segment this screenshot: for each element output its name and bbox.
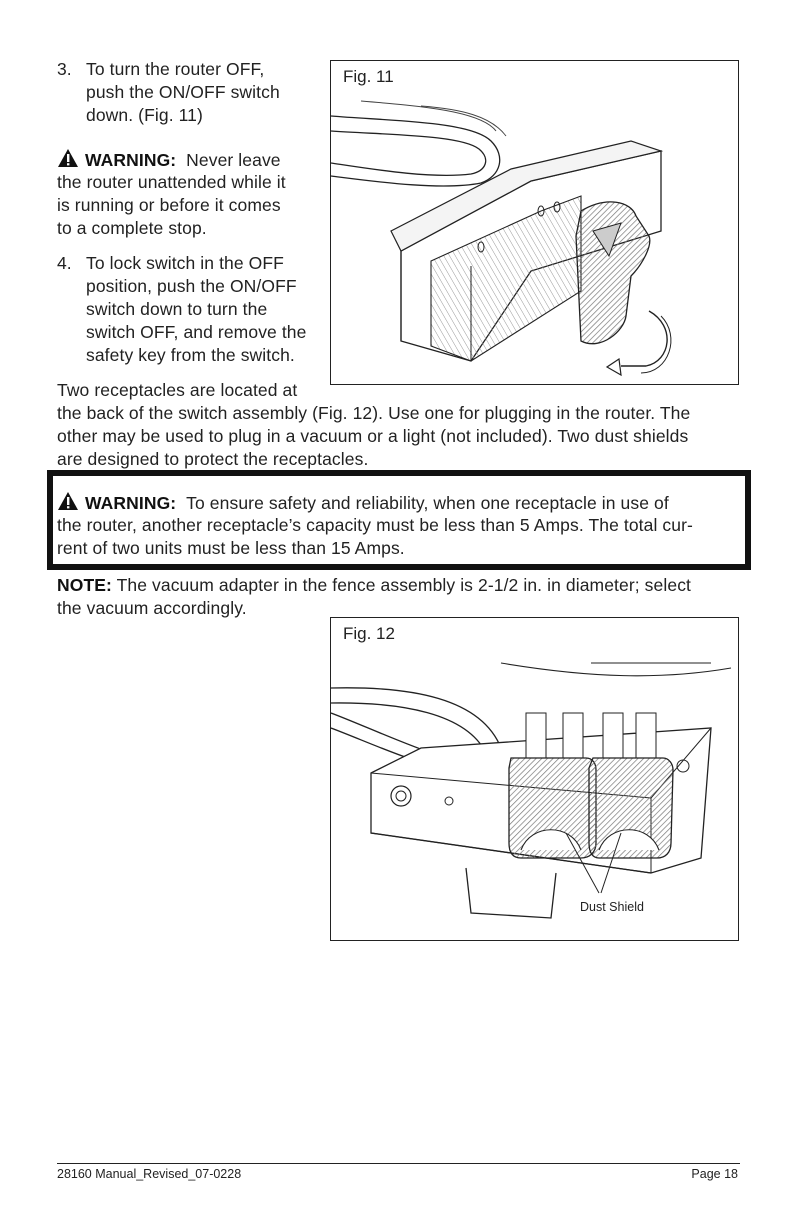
warning-2-text-start: To ensure safety and reliability, when one receptacle in use of [186, 493, 669, 513]
footer-rule [57, 1163, 740, 1164]
warning-1-label: WARNING: [85, 150, 177, 170]
warning-1-line-2: the router unattended while it [57, 172, 286, 192]
dust-shield-callout: Dust Shield [580, 900, 644, 914]
step-4-line-5: safety key from the switch. [86, 345, 295, 365]
warning-2-line-3: rent of two units must be less than 15 Amps. [57, 538, 405, 558]
warning-2-heading [57, 491, 669, 516]
warning-1-text-start: Never leave [186, 150, 281, 170]
step-3-line-3: down. (Fig. 11) [86, 105, 203, 125]
router-switch-illustration [331, 61, 737, 383]
step-3-number: 3. [57, 59, 72, 79]
warning-triangle-icon [57, 491, 79, 511]
step-4-line-3: switch down to turn the [86, 299, 268, 319]
receptacles-line-1: Two receptacles are located at [57, 380, 298, 400]
figure-12-label: Fig. 12 [343, 624, 395, 643]
warning-2-label: WARNING: [85, 493, 177, 513]
note-text-start: The vacuum adapter in the fence assembly is 2-1/2 in. in diameter; select [116, 575, 692, 595]
note-line-2: the vacuum accordingly. [57, 598, 247, 618]
step-3-line-2: push the ON/OFF switch [86, 82, 280, 102]
step-4-line-4: switch OFF, and remove the [86, 322, 307, 342]
step-4-number: 4. [57, 253, 72, 273]
footer-page-number: Page 18 [691, 1167, 738, 1181]
receptacles-line-4: are designed to protect the receptacles. [57, 449, 369, 469]
step-4-line-1: To lock switch in the OFF [86, 253, 284, 273]
figure-11-label: Fig. 11 [343, 67, 394, 86]
note-label: NOTE: [57, 575, 112, 595]
receptacle-dust-shield-illustration [331, 618, 737, 939]
figure-11 [330, 60, 739, 385]
warning-1-line-3: is running or before it comes [57, 195, 281, 215]
warning-triangle-icon [57, 148, 79, 168]
step-4-line-2: position, push the ON/OFF [86, 276, 297, 296]
warning-2-line-2: the router, another receptacle’s capacity must be less than 5 Amps. The total cur- [57, 515, 693, 535]
receptacles-line-3: other may be used to plug in a vacuum or a light (not included). Two dust shields [57, 426, 689, 446]
step-3-line-1: To turn the router OFF, [86, 59, 265, 79]
figure-12 [330, 617, 739, 941]
receptacles-line-2: the back of the switch assembly (Fig. 12). Use one for plugging in the router. The [57, 403, 691, 423]
footer-doc-id: 28160 Manual_Revised_07-0228 [57, 1167, 242, 1181]
note-line-1 [57, 574, 691, 598]
warning-1-line-4: to a complete stop. [57, 218, 207, 238]
warning-1-heading [57, 148, 281, 173]
